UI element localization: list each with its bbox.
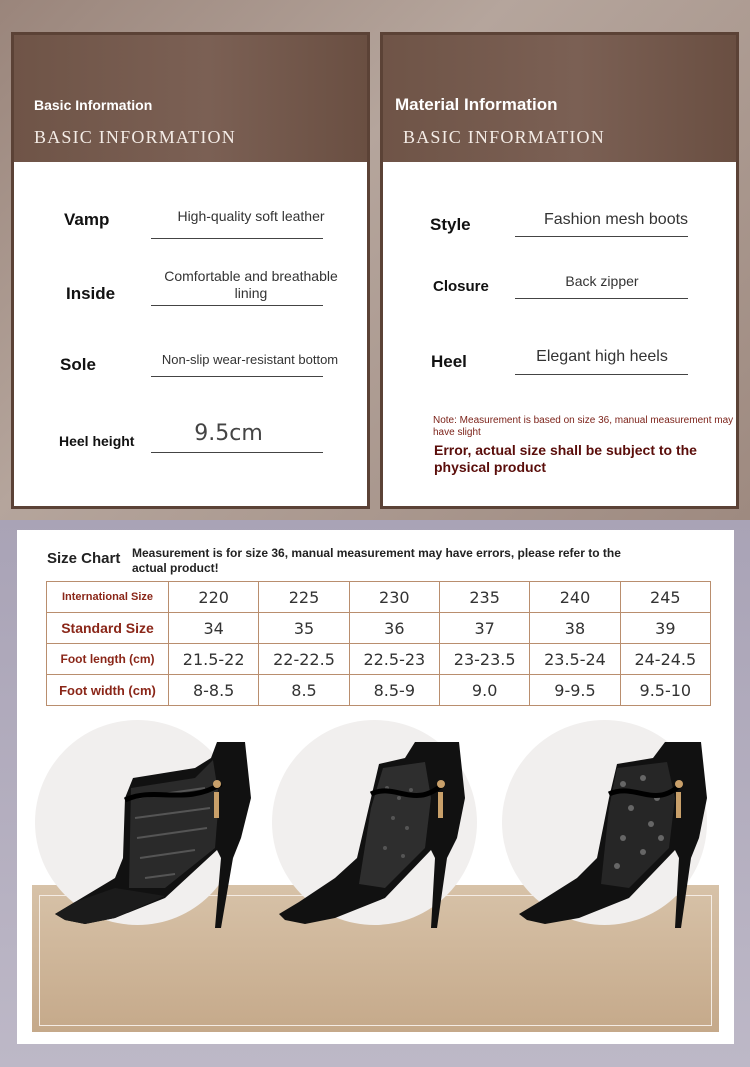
basic-information-panel — [11, 32, 370, 509]
table-cell: 220 — [169, 582, 259, 613]
size-chart-note: Measurement is for size 36, manual measurement may have errors, please refer to the actual product! — [132, 546, 621, 575]
style-value: Fashion mesh boots — [543, 211, 689, 228]
boot-image-panel-mesh — [275, 738, 495, 928]
table-row — [47, 644, 711, 675]
panel-header — [383, 35, 736, 162]
closure-value: Back zipper — [565, 273, 639, 289]
divider — [515, 298, 688, 299]
measurement-note: Note: Measurement is based on size 36, manual measurement may have slight — [433, 415, 734, 438]
material-information-panel — [380, 32, 739, 509]
size-chart-card — [17, 530, 734, 1044]
panel-title: Material Information — [395, 95, 558, 114]
error-note: Error, actual size shall be subject to the physical product — [434, 442, 697, 475]
panel-subtitle: BASIC INFORMATION — [34, 127, 236, 147]
table-row — [47, 675, 711, 706]
boot-image-dot-mesh — [505, 738, 725, 928]
table-cell: 23.5-24 — [530, 644, 620, 675]
boot-image-striped-mesh — [45, 738, 265, 928]
table-cell: 8-8.5 — [169, 675, 259, 706]
table-cell: 9-9.5 — [530, 675, 620, 706]
table-cell: 35 — [259, 613, 349, 644]
table-cell: 21.5-22 — [169, 644, 259, 675]
panel-header — [14, 35, 367, 162]
divider — [151, 305, 323, 306]
inside-label: Inside — [66, 284, 116, 303]
table-cell: 240 — [530, 582, 620, 613]
heel-height-label: Heel height — [59, 433, 135, 449]
table-cell: 22-22.5 — [259, 644, 349, 675]
table-cell: 235 — [439, 582, 529, 613]
table-cell: 8.5 — [259, 675, 349, 706]
closure-label: Closure — [433, 278, 489, 295]
table-cell: 22.5-23 — [349, 644, 439, 675]
row-header: International Size — [47, 582, 169, 613]
table-cell: 225 — [259, 582, 349, 613]
table-cell: 9.5-10 — [620, 675, 710, 706]
divider — [151, 452, 323, 453]
table-cell: 36 — [349, 613, 439, 644]
panel-title: Basic Information — [34, 97, 153, 113]
divider — [151, 376, 323, 377]
table-cell: 37 — [439, 613, 529, 644]
heel-label: Heel — [431, 352, 467, 371]
row-header: Foot length (cm) — [47, 644, 169, 675]
heel-height-value: 9.5cm — [194, 421, 263, 446]
sole-value: Non-slip wear-resistant bottom — [161, 352, 339, 367]
sole-label: Sole — [60, 355, 96, 374]
vamp-label: Vamp — [64, 210, 110, 229]
table-cell: 39 — [620, 613, 710, 644]
heel-value: Elegant high heels — [536, 348, 668, 365]
table-row — [47, 613, 711, 644]
row-header: Foot width (cm) — [47, 675, 169, 706]
divider — [515, 374, 688, 375]
table-cell: 230 — [349, 582, 439, 613]
divider — [515, 236, 688, 237]
row-header: Standard Size — [47, 613, 169, 644]
table-cell: 34 — [169, 613, 259, 644]
table-cell: 9.0 — [439, 675, 529, 706]
table-cell: 38 — [530, 613, 620, 644]
inside-value: Comfortable and breathable lining — [164, 268, 338, 301]
panel-subtitle: BASIC INFORMATION — [403, 127, 605, 147]
table-cell: 8.5-9 — [349, 675, 439, 706]
style-label: Style — [430, 215, 471, 234]
table-row — [47, 582, 711, 613]
size-table — [46, 581, 711, 706]
divider — [151, 238, 323, 239]
table-cell: 245 — [620, 582, 710, 613]
table-cell: 23-23.5 — [439, 644, 529, 675]
table-cell: 24-24.5 — [620, 644, 710, 675]
size-chart-title: Size Chart — [47, 550, 121, 567]
vamp-value: High-quality soft leather — [177, 208, 325, 224]
